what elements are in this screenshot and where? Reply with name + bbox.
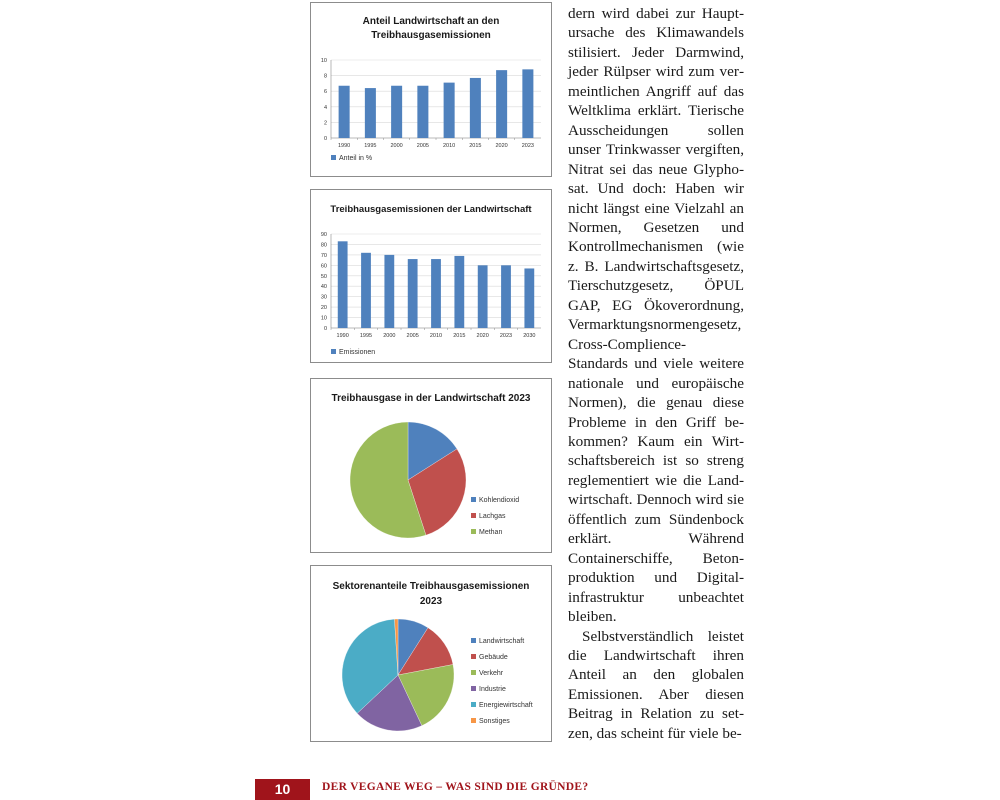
x-tick-label: 1990 xyxy=(336,333,349,339)
chart-3-box xyxy=(310,378,552,553)
article-text xyxy=(568,4,744,743)
y-tick-label: 20 xyxy=(320,305,327,312)
y-tick-label: 8 xyxy=(323,73,327,80)
y-tick-label: 2 xyxy=(323,120,327,127)
legend-swatch xyxy=(471,654,476,659)
chart-1 xyxy=(311,3,551,176)
bar-1995 xyxy=(365,88,376,138)
x-tick-label: 2005 xyxy=(406,333,419,339)
bar-2000 xyxy=(384,255,394,328)
legend-label: Emissionen xyxy=(339,349,376,356)
legend-swatch xyxy=(471,638,476,643)
y-tick-label: 40 xyxy=(320,284,327,291)
legend-swatch xyxy=(331,349,336,354)
y-tick-label: 90 xyxy=(320,232,327,238)
legend-label: Landwirtschaft xyxy=(479,638,525,645)
x-tick-label: 2015 xyxy=(453,333,466,339)
legend-swatch xyxy=(471,686,476,691)
legend-label: Anteil in % xyxy=(339,155,373,162)
legend-label: Sonstiges xyxy=(479,718,510,725)
legend-swatch xyxy=(471,670,476,675)
x-tick-label: 2000 xyxy=(383,333,396,339)
bar-2023 xyxy=(501,265,511,328)
x-tick-label: 1995 xyxy=(359,333,373,339)
chart-title-line: Sektorenanteile Treibhausgasemissionen xyxy=(332,581,530,592)
bar-2020 xyxy=(496,70,507,138)
x-tick-label: 1990 xyxy=(338,143,351,149)
chart-4-box xyxy=(310,565,552,742)
y-tick-label: 70 xyxy=(320,252,327,259)
chart-4 xyxy=(311,566,551,741)
chart-2 xyxy=(311,190,551,362)
y-tick-label: 4 xyxy=(323,104,327,111)
legend-label: Lachgas xyxy=(479,513,506,520)
x-tick-label: 2015 xyxy=(469,143,482,149)
legend-label: Verkehr xyxy=(479,670,504,677)
y-tick-label: 80 xyxy=(320,242,327,249)
bar-1995 xyxy=(361,253,371,328)
y-tick-label: 0 xyxy=(323,136,327,142)
x-tick-label: 2010 xyxy=(429,333,443,339)
chart-title-line: 2023 xyxy=(419,596,443,607)
chart-title-line: Treibhausgasemissionen xyxy=(371,30,491,41)
article-paragraph-1: dern wird dabei zur Hauptursache des Klimawandels stilisiert. Jeder Darmwind, jeder Rülpser wird zum vermeintlichen Angriff auf das Weltklima erklärt. Tierische Ausscheidungen sollen unser Trinkwasser vergiften, Nitrat sei das neue Glyphosat. Und doch: Haben wir nicht längst eine Vielzahl an Normen, Gesetzen und Kontrollmechanismen (wie z. B. Landwirtschaftsgesetz, Tierschutzgesetz, ÖPUL GAP, EG Ökoverordnung, Vermarktungsnormengesetz, Cross-Complience-Standards und viele weitere nationale und europäische Normen), die genau diese Probleme in den Griff bekommen? Kaum ein Wirtschaftsbereich ist so streng reglementiert wie die Landwirtschaft. Dennoch wird sie öffentlich zum Sündenbock erklärt. Während Containerschiffe, Betonproduktion und Digitalinfrastruktur unbeachtet bleiben. xyxy=(568,5,744,626)
chart-2-box xyxy=(310,189,552,363)
legend-label: Gebäude xyxy=(479,654,508,661)
bar-1990 xyxy=(338,241,348,328)
legend-label: Energiewirtschaft xyxy=(479,702,533,709)
y-tick-label: 6 xyxy=(323,89,327,96)
chart-title-line: Treibhausgasemissionen der Landwirtschaft xyxy=(330,204,532,215)
bar-2010 xyxy=(444,83,455,138)
bar-2015 xyxy=(470,78,481,138)
legend-label: Industrie xyxy=(479,686,506,693)
footer-title: DER VEGANE WEG – WAS SIND DIE GRÜNDE? xyxy=(322,781,589,793)
article-paragraph-2: Selbstverständlich leistet die Landwirtschaft ihren Anteil an den globalen Emissionen. Aber diesen Beitrag in Relation zu setzen, das scheint für viele be- xyxy=(568,627,744,742)
x-tick-label: 1995 xyxy=(364,143,377,149)
bar-2030 xyxy=(524,268,534,328)
x-tick-label: 2023 xyxy=(499,333,513,339)
y-tick-label: 10 xyxy=(320,315,327,322)
bar-2005 xyxy=(408,259,418,328)
x-tick-label: 2000 xyxy=(390,143,403,149)
bar-2015 xyxy=(454,256,464,328)
bar-2000 xyxy=(391,86,402,138)
legend-swatch xyxy=(331,155,336,160)
legend-label: Methan xyxy=(479,529,503,536)
chart-title-line: Treibhausgase in der Landwirtschaft 2023 xyxy=(331,393,531,404)
x-tick-label: 2020 xyxy=(495,143,508,149)
x-tick-label: 2020 xyxy=(476,333,489,339)
x-tick-label: 2005 xyxy=(416,143,429,149)
x-tick-label: 2030 xyxy=(523,333,536,339)
bar-2020 xyxy=(478,265,488,328)
bar-1990 xyxy=(339,86,350,138)
y-tick-label: 60 xyxy=(320,263,327,270)
bar-2023 xyxy=(522,69,533,138)
chart-title-line: Anteil Landwirtschaft an den xyxy=(362,16,500,27)
chart-3 xyxy=(311,379,551,552)
legend-swatch xyxy=(471,718,476,723)
bar-2010 xyxy=(431,259,441,328)
legend-swatch xyxy=(471,702,476,707)
x-tick-label: 2023 xyxy=(521,143,534,149)
legend-swatch xyxy=(471,513,476,518)
x-tick-label: 2010 xyxy=(443,143,456,149)
y-tick-label: 10 xyxy=(320,58,327,64)
page-footer xyxy=(0,776,1000,800)
y-tick-label: 30 xyxy=(320,294,327,301)
y-tick-label: 50 xyxy=(320,273,327,280)
legend-swatch xyxy=(471,529,476,534)
page-number: 10 xyxy=(255,779,310,800)
legend-swatch xyxy=(471,497,476,502)
legend-label: Kohlendioxid xyxy=(479,497,520,504)
bar-2005 xyxy=(417,86,428,138)
y-tick-label: 0 xyxy=(323,326,327,332)
chart-1-box xyxy=(310,2,552,177)
